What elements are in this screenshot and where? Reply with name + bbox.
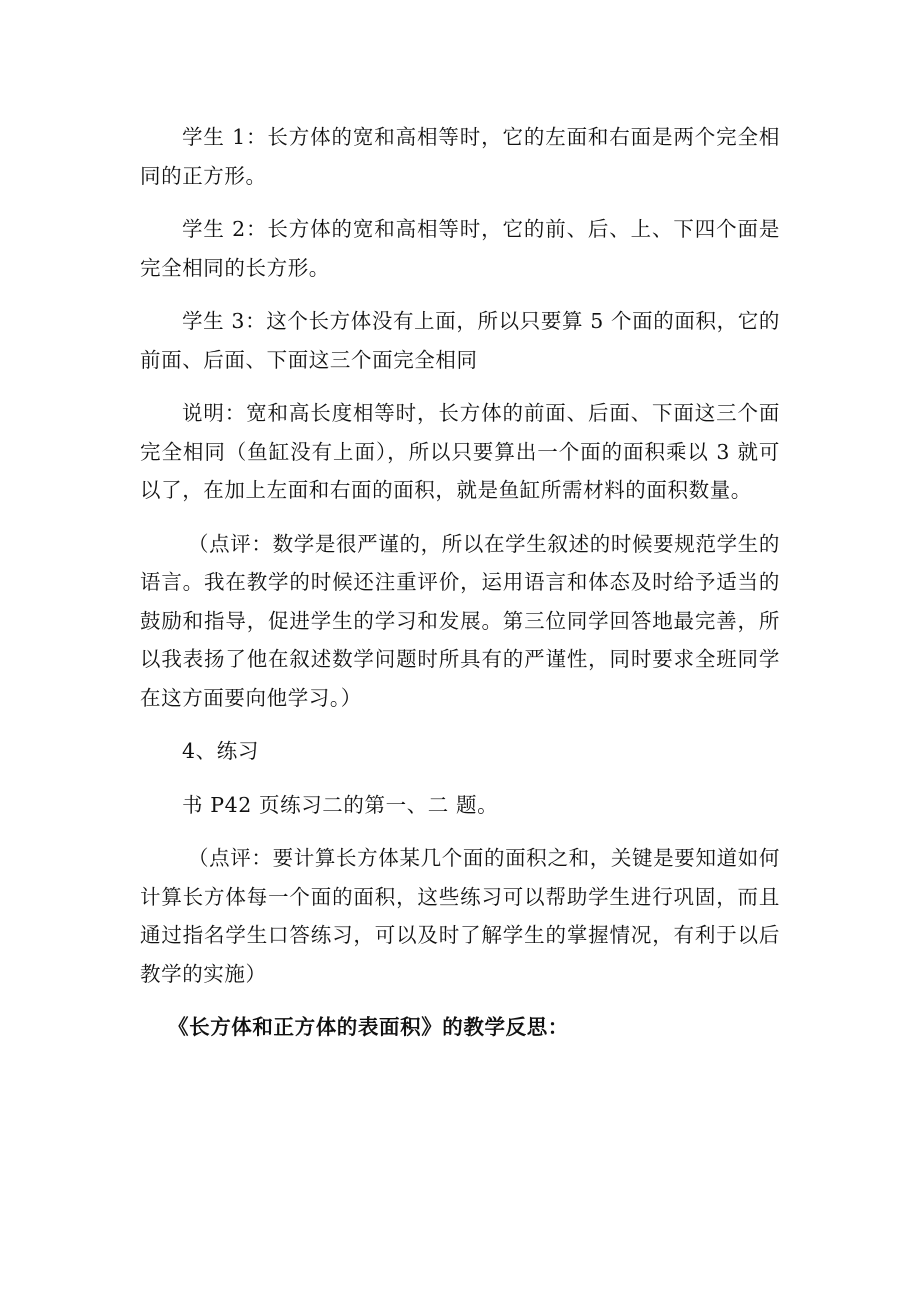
- comment-1: （点评：数学是很严谨的，所以在学生叙述的时候要规范学生的语言。我在教学的时候还注重评价，运用语言和体态及时给予适当的鼓励和指导，促进学生的学习和发展。第三位同学回答地最完善，所以我表扬了他在叙述数学问题时所具有的严谨性，同时要求全班同学在这方面要向他学习。）: [140, 531, 780, 710]
- explanation: 说明：宽和高长度相等时，长方体的前面、后面、下面这三个面完全相同（鱼缸没有上面），所以只要算出一个面的面积乘以 3 就可以了，在加上左面和右面的面积，就是鱼缸所需材料的面积数量。: [140, 401, 780, 502]
- section-exercise: 4、练习: [182, 739, 259, 763]
- reflection-heading: 《长方体和正方体的表面积》的教学反思：: [168, 1015, 569, 1039]
- comment-2: （点评：要计算长方体某几个面的面积之和，关键是要知道如何计算长方体每一个面的面积，这些练习可以帮助学生进行巩固，而且通过指名学生口答练习，可以及时了解学生的掌握情况，有利于以后教学的实施）: [140, 846, 780, 986]
- student-1-answer: 学生 1：长方体的宽和高相等时，它的左面和右面是两个完全相同的正方形。: [140, 125, 780, 188]
- document-page: [140, 118, 780, 1062]
- exercise-reference: 书 P42 页练习二的第一、二 题。: [182, 792, 499, 817]
- student-2-answer: 学生 2：长方体的宽和高相等时，它的前、后、上、下四个面是完全相同的长方形。: [140, 217, 780, 280]
- student-3-answer: 学生 3：这个长方体没有上面，所以只要算 5 个面的面积，它的前面、后面、下面这三个面完全相同: [140, 309, 780, 372]
